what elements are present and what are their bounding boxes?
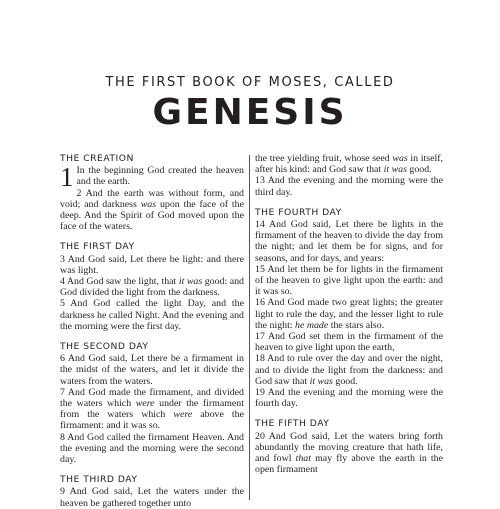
- section-heading: THE FIRST DAY: [60, 241, 135, 253]
- section-heading: THE THIRD DAY: [60, 474, 138, 486]
- section-heading: THE FOURTH DAY: [255, 206, 342, 218]
- section-heading: THE FIFTH DAY: [255, 418, 330, 430]
- verse: 4 And God saw the light, that it was good: and God divided the light from the darkness.: [60, 276, 244, 299]
- verse: 16 And God made two great lights; the greater light to rule the day, and the lesser light to rule the night: he made the stars also.: [255, 297, 443, 331]
- chapter-number-dropcap: 1: [60, 162, 74, 193]
- verse: 7 And God made the firmament, and divided the waters which were under the firmament from the waters which were above the firmament: and it was so.: [60, 386, 244, 432]
- section-heading: THE CREATION: [60, 153, 134, 164]
- continued-verse-text: the tree yielding fruit, whose seed was in itself, after his kind: and God saw that it was good.: [255, 153, 443, 176]
- verse: 20 And God said, Let the waters bring forth abundantly the moving creature that hath life, and fowl that may fly above the earth in the open firmament: [255, 430, 443, 476]
- verse: 13 And the evening and the morning were the third day.: [255, 175, 443, 198]
- verse: 2 And the earth was without form, and void; and darkness was upon the face of the deep. And the Spirit of God moved upon the face of the waters.: [60, 187, 244, 233]
- section-heading: THE SECOND DAY: [60, 341, 149, 353]
- verse: 15 And let them be for lights in the firmament of the heaven to give light upon the earth: and it was so.: [255, 263, 443, 298]
- verse: 6 And God said, Let there be a firmament in the midst of the waters, and let it divide the waters from the waters.: [60, 353, 244, 387]
- verse: 9 And God said, Let the waters under the heaven be gathered together unto: [60, 486, 244, 509]
- book-title: GENESIS: [152, 92, 348, 133]
- verse: 19 And the evening and the morning were the fourth day.: [255, 387, 443, 410]
- verse: 8 And God called the firmament Heaven. And the evening and the morning were the second day.: [60, 431, 244, 466]
- column-divider: [249, 155, 250, 500]
- left-text-column: [60, 153, 244, 509]
- verse: 3 And God said, Let there be light: and there was light.: [60, 253, 244, 276]
- verse: 17 And God set them in the firmament of the heaven to give light upon the earth,: [255, 331, 443, 354]
- verse: 18 And to rule over the day and over the night, and to divide the light from the darkness: and God saw that it was good.: [255, 353, 443, 387]
- verse: 5 And God called the light Day, and the darkness he called Night. And the evening and the morning were the first day.: [60, 298, 244, 332]
- right-text-column: [255, 153, 443, 500]
- verse: 14 And God said, Let there be lights in the firmament of the heaven to divide the day from the night; and let them be for signs, and for seasons, and for days, and years:: [255, 219, 443, 264]
- book-subtitle: THE FIRST BOOK OF MOSES, CALLED: [105, 75, 395, 90]
- verse: 1 In the beginning God created the heaven and the earth.: [60, 162, 244, 193]
